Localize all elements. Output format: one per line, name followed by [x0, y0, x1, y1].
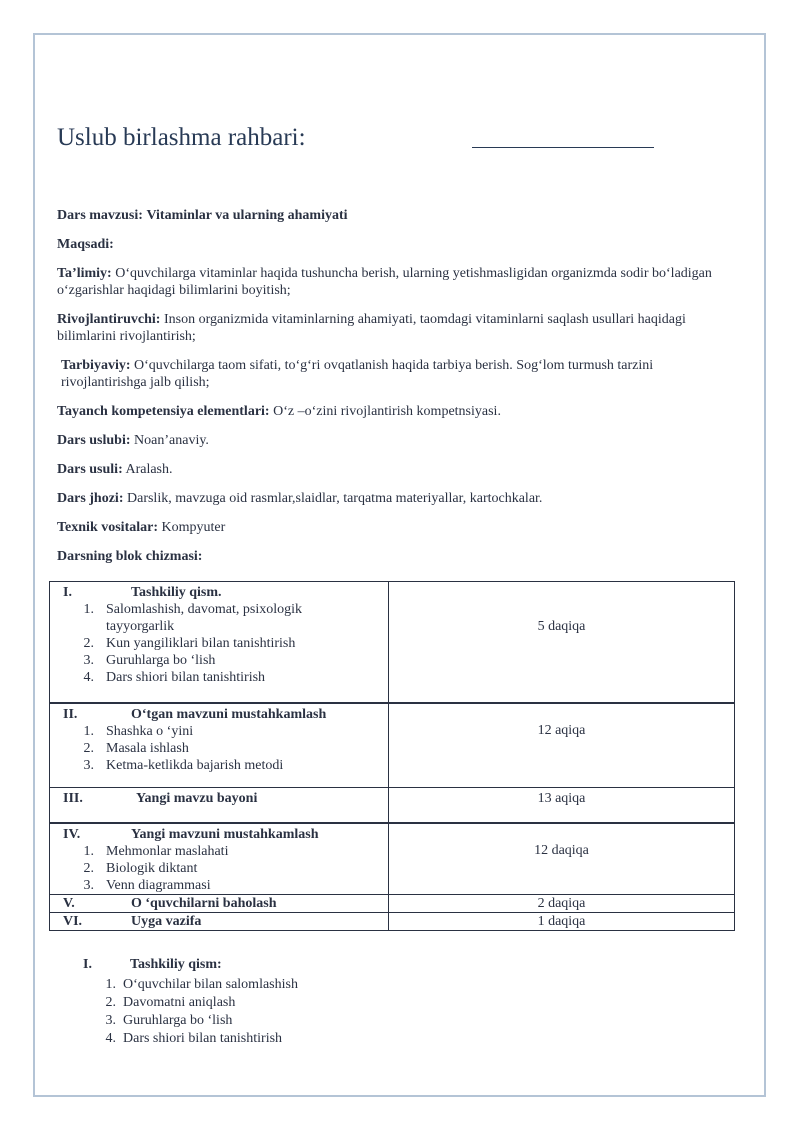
equipment-label: Dars jhozi:	[57, 491, 124, 506]
method-label: Dars usuli:	[57, 462, 123, 477]
plan-items	[50, 601, 388, 686]
list-item: 1. O‘quvchilar bilan salomlashish	[105, 977, 298, 992]
list-item: 2. Kun yangiliklari bilan tanishtirish	[83, 636, 296, 651]
educational-line	[57, 265, 737, 299]
style-line	[57, 432, 737, 449]
equipment-value: Darslik, mavzuga oid rasmlar,slaidlar, tarqatma materiyallar, kartochkalar.	[127, 491, 543, 506]
plan-time: 5 daqiqa	[389, 582, 735, 703]
competence-label: Tayanch kompetensiya elementlari:	[57, 404, 270, 419]
signature-line	[472, 147, 654, 148]
goal-line	[57, 236, 737, 253]
educational-label: Ta’limiy:	[57, 266, 112, 281]
list-item: 2. Biologik diktant	[83, 860, 198, 876]
plan-section-title: V. O ‘quvchilarni baholash	[63, 895, 277, 911]
plan-cell	[50, 703, 389, 788]
list-item: 1. Salomlashish, davomat, psixologik tayyorgarlik	[83, 602, 302, 634]
block-label: Darsning blok chizmasi:	[57, 549, 203, 564]
list-item: 2. Davomatni aniqlash	[105, 995, 236, 1010]
plan-time: 13 aqiqa	[389, 788, 735, 823]
list-item: 4. Dars shiori bilan tanishtirish	[83, 670, 266, 685]
goal-label: Maqsadi:	[57, 237, 114, 252]
list-item: 3. Ketma-ketlikda bajarish metodi	[83, 757, 284, 773]
topic-line	[57, 207, 737, 224]
section-one-title: I. Tashkiliy qism:	[83, 957, 222, 972]
developmental-label: Rivojlantiruvchi:	[57, 312, 161, 327]
plan-section-title: III. Yangi mavzu bayoni	[63, 791, 258, 806]
list-item: 4. Dars shiori bilan tanishtirish	[105, 1031, 283, 1046]
plan-time: 2 daqiqa	[389, 894, 735, 912]
method-line	[57, 461, 737, 478]
table-row	[50, 823, 735, 895]
lesson-info	[57, 207, 737, 577]
page-title: Uslub birlashma rahbari:	[57, 124, 306, 151]
list-item: 1. Mehmonlar maslahati	[83, 843, 229, 859]
style-value: Noan’anaviy.	[134, 433, 209, 448]
developmental-value: Inson organizmida vitaminlarning ahamiyati, taomdagi vitaminlarni saqlash usullari haqidagi bilimlarini rivojlantirish;	[57, 312, 686, 344]
plan-section-title: VI. Uyga vazifa	[63, 913, 202, 929]
upbringing-line	[57, 357, 737, 391]
method-value: Aralash.	[125, 462, 173, 477]
competence-line	[57, 403, 737, 420]
list-item: 1. Shashka o ‘yini	[83, 723, 194, 739]
plan-time: 12 daqiqa	[389, 823, 735, 895]
plan-cell	[50, 912, 389, 930]
list-item: 3. Guruhlarga bo ‘lish	[83, 653, 216, 668]
plan-section-title: I. Tashkiliy qism.	[63, 585, 222, 600]
lesson-plan-table	[49, 581, 735, 931]
style-label: Dars uslubi:	[57, 433, 131, 448]
educational-value: O‘quvchilarga vitaminlar haqida tushuncha berish, ularning yetishmasligidan organizmda sodir bo‘ladigan o‘zgarishlar haqidagi bilimlarini boyitish;	[57, 266, 712, 298]
block-line	[57, 548, 737, 565]
plan-cell	[50, 788, 389, 823]
plan-section-title: IV. Yangi mavzuni mustahkamlash	[63, 826, 319, 842]
plan-items	[50, 843, 388, 894]
table-row	[50, 582, 735, 703]
tech-label: Texnik vositalar:	[57, 520, 158, 535]
list-item: 2. Masala ishlash	[83, 740, 189, 756]
topic-value: Vitaminlar va ularning ahamiyati	[146, 208, 348, 223]
plan-section-title: II. O‘tgan mavzuni mustahkamlash	[63, 706, 327, 722]
plan-cell	[50, 582, 389, 703]
plan-time: 12 aqiqa	[389, 703, 735, 788]
developmental-line	[57, 311, 737, 345]
topic-label: Dars mavzusi:	[57, 208, 143, 223]
upbringing-value: O‘quvchilarga taom sifati, to‘g‘ri ovqatlanish haqida tarbiya berish. Sog‘lom turmush tarzini rivojlantirishga jalb qilish;	[61, 358, 654, 390]
table-row	[50, 912, 735, 930]
list-item: 3. Venn diagrammasi	[83, 877, 211, 893]
section-one-items	[83, 976, 298, 1048]
plan-time: 1 daqiqa	[389, 912, 735, 930]
section-one	[83, 956, 298, 1048]
tech-line	[57, 519, 737, 536]
list-item: 3. Guruhlarga bo ‘lish	[105, 1013, 233, 1028]
equipment-line	[57, 490, 737, 507]
plan-cell	[50, 894, 389, 912]
table-row	[50, 894, 735, 912]
table-row	[50, 703, 735, 788]
competence-value: O‘z –o‘zini rivojlantirish kompetnsiyasi.	[273, 404, 501, 419]
plan-items	[50, 723, 388, 774]
table-row	[50, 788, 735, 823]
tech-value: Kompyuter	[161, 520, 226, 535]
plan-cell	[50, 823, 389, 895]
upbringing-label: Tarbiyaviy:	[61, 358, 131, 373]
